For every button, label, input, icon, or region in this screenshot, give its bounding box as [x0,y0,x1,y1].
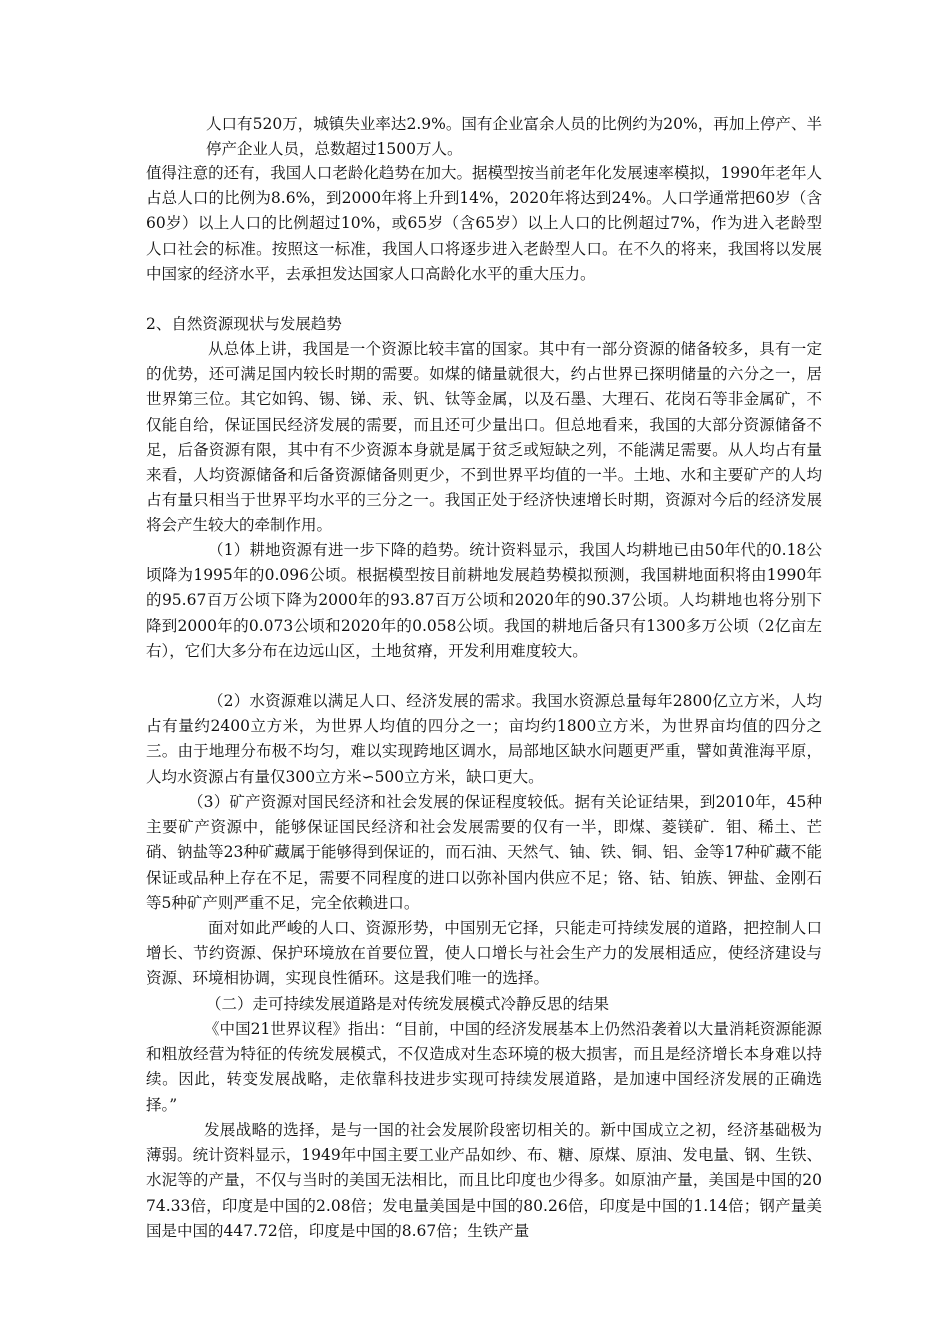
section-heading-natural-resources: 2、自然资源现状与发展趋势 [146,315,342,333]
section-heading-reflection: （二）走可持续发展道路是对传统发展模式冷静反思的结果 [206,995,610,1013]
paragraph-aging: 值得注意的还有，我国人口老龄化趋势在加大。据模型按当前老年化发展速率模拟，1990年老年人占总人口的比例为8.6%，到2000年将上升到14%，2020年将达到24%。人口学通常把60岁（含60岁）以上人口的比例超过10%，或65岁（含65岁）以上人口的比例超过7%，作为进入老龄型人口社会的标准。按照这一标准，我国人口将逐步进入老龄型人口。在不久的将来，我国将以发展中国家的经济水平，去承担发达国家人口高龄化水平的重大压力。 [146,164,822,283]
paragraph-water: （2）水资源难以满足人口、经济发展的需求。我国水资源总量每年2800亿立方米，人均占有量约2400立方米，为世界人均值的四分之一；亩均约1800立方米，为世界亩均值的四分之三。由于地理分布极不均匀，难以实现跨地区调水，局部地区缺水问题更严重，譬如黄淮海平原，人均水资源占有量仅300立方米∽500立方米，缺口更大。 [146,692,822,786]
paragraph-development-strategy: 发展战略的选择，是与一国的社会发展阶段密切相关的。新中国成立之初，经济基础极为薄弱。统计资料显示，1949年中国主要工业产品如纱、布、糖、原煤、原油、发电量、钢、生铁、水泥等的产量，不仅与当时的美国无法相比，而且比印度也少得多。如原油产量，美国是中国的2074.33倍，印度是中国的2.08倍；发电量美国是中国的80.26倍，印度是中国的1.14倍；钢产量美国是中国的447.72倍，印度是中国的8.67倍；生铁产量 [146,1121,822,1240]
paragraph-minerals: （3）矿产资源对国民经济和社会发展的保证程度较低。据有关论证结果，到2010年，45种主要矿产资源中，能够保证国民经济和社会发展需要的仅有一半，即煤、菱镁矿．钼、稀土、芒硝、钠盐等23种矿藏属于能够得到保证的，而石油、天然气、铀、铁、铜、铝、金等17种矿藏不能保证或品种上存在不足，需要不同程度的进口以弥补国内供应不足；铬、钴、铂族、钾盐、金刚石等5种矿产则严重不足，完全依赖进口。 [146,793,822,912]
paragraph-farmland: （1）耕地资源有进一步下降的趋势。统计资料显示，我国人均耕地已由50年代的0.18公顷降为1995年的0.096公顷。根据模型按目前耕地发展趋势模拟预测，我国耕地面积将由1990年的95.67百万公顷下降为2000年的93.87百万公顷和2020年的90.37公顷。人均耕地也将分别下降到2000年的0.073公顷和2020年的0.058公顷。我国的耕地后备只有1300多万公顷（2亿亩左右），它们大多分布在边远山区，土地贫瘠，开发利用难度较大。 [146,541,822,660]
paragraph-agenda21-quote: 《中国21世界议程》指出：“目前，中国的经济发展基本上仍然沿袭着以大量消耗资源能源和粗放经营为特征的传统发展模式，不仅造成对生态环境的极大损害，而且是经济增长本身难以持续。因此，转变发展战略，走依靠科技进步实现可持续发展道路，是加速中国经济发展的正确选择。” [146,1020,822,1114]
paragraph-sustainable-choice: 面对如此严峻的人口、资源形势，中国别无它择，只能走可持续发展的道路，把控制人口增长、节约资源、保护环境放在首要位置，使人口增长与社会生产力的发展相适应，使经济建设与资源、环境相协调，实现良性循环。这是我们唯一的选择。 [146,919,822,988]
paragraph-resource-overview: 从总体上讲，我国是一个资源比较丰富的国家。其中有一部分资源的储备较多，具有一定的优势，还可满足国内较长时期的需要。如煤的储量就很大，约占世界已探明储量的六分之一，居世界第三位。其它如钨、锡、锑、汞、钒、钛等金属，以及石墨、大理石、花岗石等非金属矿，不仅能自给，保证国民经济发展的需要，而且还可少量出口。但总地看来，我国的大部分资源储备不足，后备资源有限，其中有不少资源本身就是属于贫乏或短缺之列，不能满足需要。从人均占有量来看，人均资源储备和后备资源储备则更少，不到世界平均值的一半。土地、水和主要矿产的人均占有量只相当于世界平均水平的三分之一。我国正处于经济快速增长时期，资源对今后的经济发展将会产生较大的牵制作用。 [146,340,822,535]
paragraph-unemployment: 人口有520万，城镇失业率达2.9%。国有企业富余人员的比例约为20%，再加上停产、半停产企业人员，总数超过1500万人。 [206,115,822,159]
